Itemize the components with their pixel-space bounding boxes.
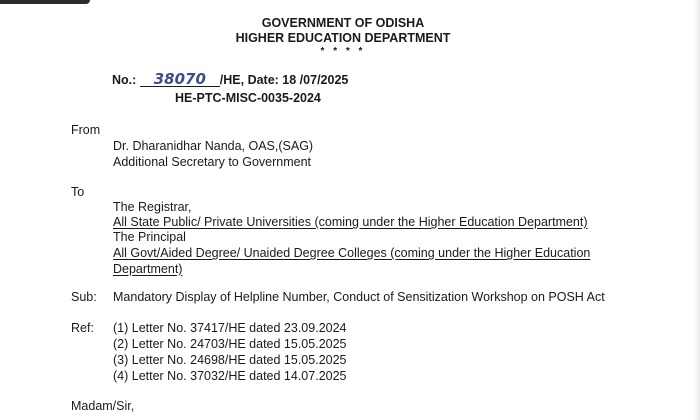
from-label: From [71, 123, 101, 137]
letter-number-suffix: /HE, Date: 18 /07/2025 [219, 73, 349, 87]
reference-label: Ref: [71, 321, 94, 335]
header-stars: * * * * [320, 46, 366, 57]
header-government: GOVERNMENT OF ODISHA [261, 16, 425, 30]
sender-designation: Additional Secretary to Government [113, 155, 312, 169]
scan-right-edge [694, 0, 700, 420]
handwritten-letter-number: 38070 [140, 72, 220, 87]
scan-corner-shadow [0, 0, 90, 4]
recipient-universities: All State Public/ Private Universities (coming under the Higher Education Department) [113, 215, 588, 229]
reference-item-2: (2) Letter No. 24703/HE dated 15.05.2025 [113, 337, 347, 351]
letter-number-line [112, 72, 348, 87]
sender-name: Dr. Dharanidhar Nanda, OAS,(SAG) [113, 139, 314, 153]
recipient-registrar: The Registrar, [113, 200, 192, 214]
reference-item-4: (4) Letter No. 37032/HE dated 14.07.2025 [113, 369, 347, 383]
subject-text: Mandatory Display of Helpline Number, Conduct of Sensitization Workshop on POSH Act [113, 290, 605, 304]
recipient-colleges-line1: All Govt/Aided Degree/ Unaided Degree Colleges (coming under the Higher Education [113, 246, 591, 260]
header-department: HIGHER EDUCATION DEPARTMENT [235, 31, 451, 45]
file-number: HE-PTC-MISC-0035-2024 [175, 91, 321, 105]
to-label: To [71, 185, 85, 199]
reference-item-3: (3) Letter No. 24698/HE dated 15.05.2025 [113, 353, 347, 367]
letter-number-label: No.: [112, 73, 137, 87]
recipient-principal: The Principal [113, 230, 186, 244]
recipient-colleges-line2: Department) [113, 262, 183, 276]
reference-item-1: (1) Letter No. 37417/HE dated 23.09.2024 [113, 321, 347, 335]
subject-label: Sub: [71, 290, 97, 304]
salutation: Madam/Sir, [71, 399, 135, 413]
